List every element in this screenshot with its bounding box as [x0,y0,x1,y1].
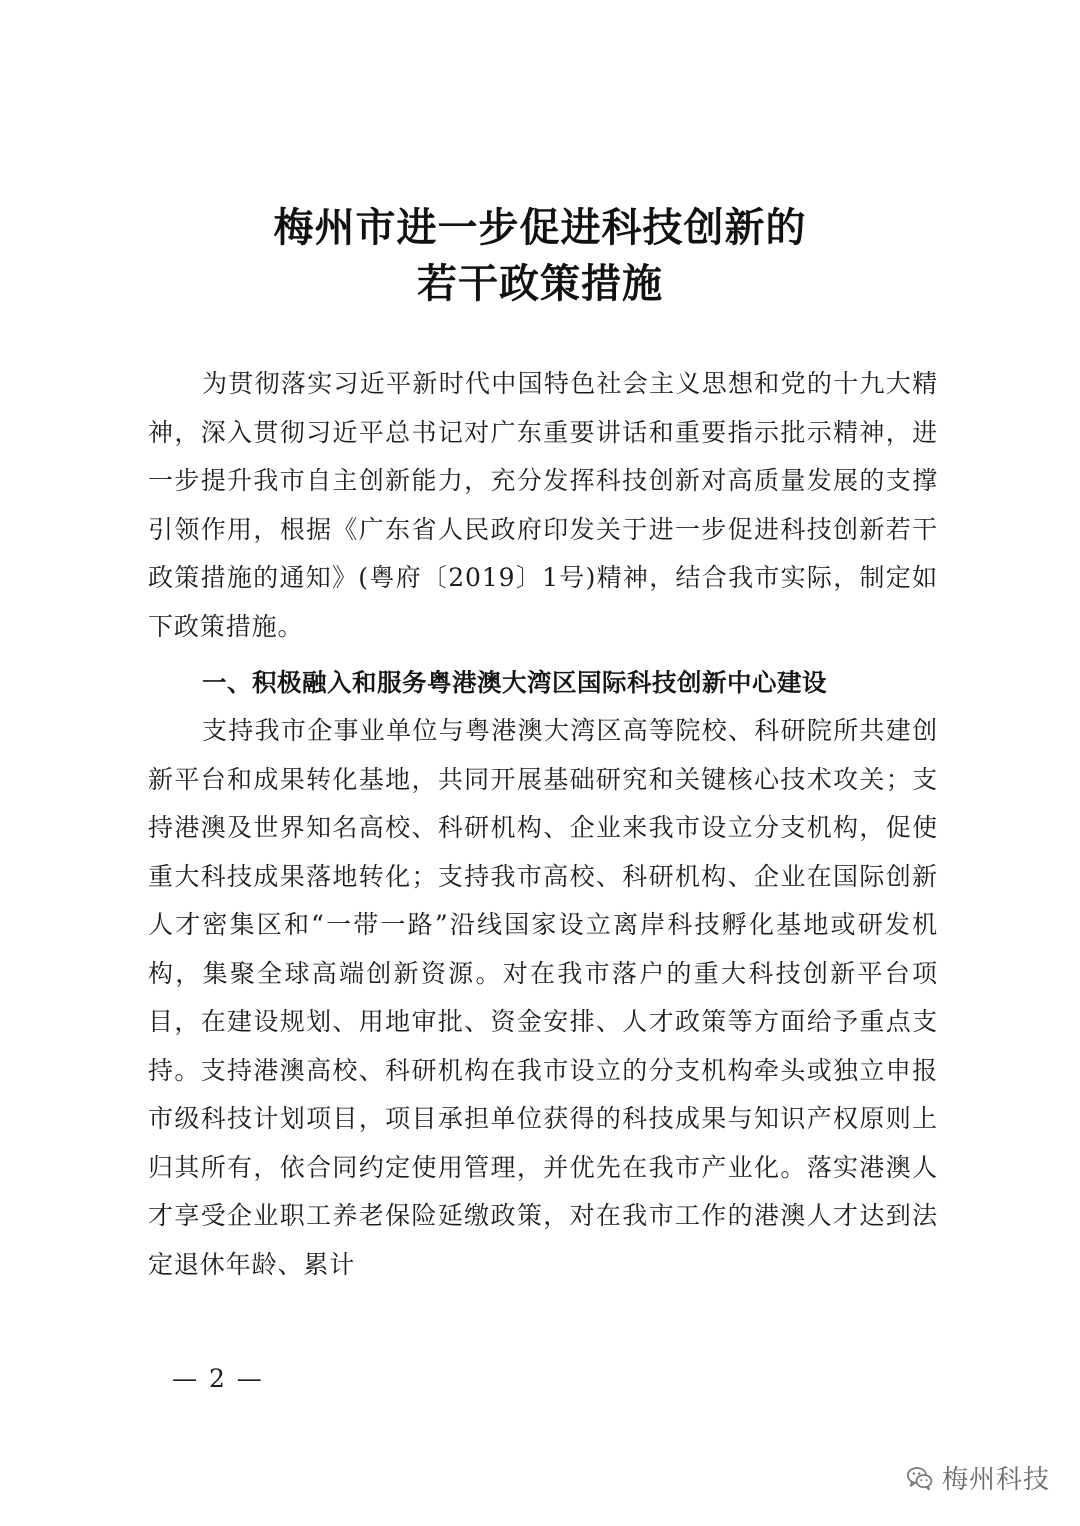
intro-paragraph-block [148,360,938,651]
page-number: — 2 — [172,1364,264,1393]
wechat-icon [906,1464,934,1492]
document-title-line1: 梅州市进一步促进科技创新的 [273,205,807,251]
section1-heading: 一、积极融入和服务粤港澳大湾区国际科技创新中心建设 [202,668,827,697]
section1-paragraph: 支持我市企事业单位与粤港澳大湾区高等院校、科研院所共建创新平台和成果转化基地，共同开展基础研究和关键核心技术攻关；支持港澳及世界知名高校、科研机构、企业来我市设立分支机构，促使重大科技成果落地转化；支持我市高校、科研机构、企业在国际创新人才密集区和“一带一路”沿线国家设立离岸科技孵化基地或研发机构，集聚全球高端创新资源。对在我市落户的重大科技创新平台项目，在建设规划、用地审批、资金安排、人才政策等方面给予重点支持。支持港澳高校、科研机构在我市设立的分支机构牵头或独立申报市级科技计划项目，项目承担单位获得的科技成果与知识产权原则上归其所有，依合同约定使用管理，并优先在我市产业化。落实港澳人才享受企业职工养老保险延缴政策，对在我市工作的港澳人才达到法定退休年龄、累计 [148,716,938,1279]
watermark [906,1459,1050,1496]
intro-paragraph: 为贯彻落实习近平新时代中国特色社会主义思想和党的十九大精神，深入贯彻习近平总书记对广东重要讲话和重要指示批示精神，进一步提升我市自主创新能力，充分发挥科技创新对高质量发展的支撑引领作用，根据《广东省人民政府印发关于进一步促进科技创新若干政策措施的通知》(粤府〔2019〕1号)精神，结合我市实际，制定如下政策措施。 [148,369,938,641]
section1-paragraph-block [148,707,938,1289]
watermark-text: 梅州科技 [941,1465,1050,1495]
document-title-line2: 若干政策措施 [417,261,663,307]
